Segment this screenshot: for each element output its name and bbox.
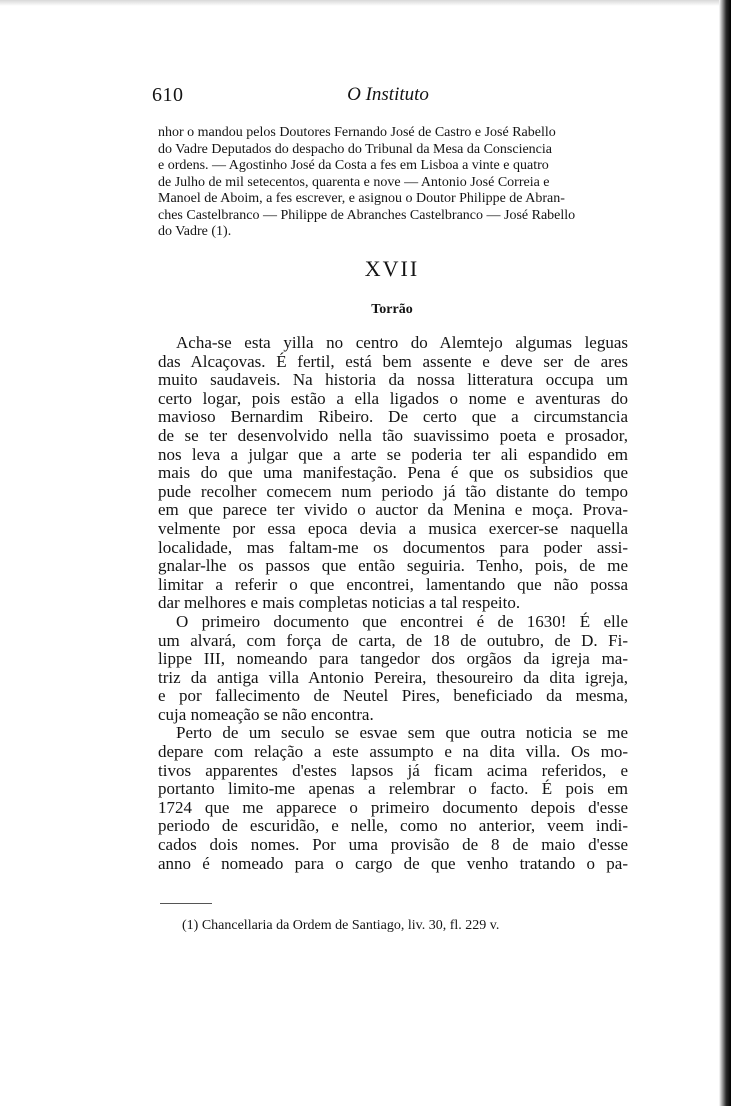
- page-header: [152, 84, 624, 112]
- paragraph-line: triz da antiga villa Antonio Pereira, thesoureiro da dita igreja,: [158, 667, 628, 687]
- paragraph-line: um alvará, com força de carta, de 18 de outubro, de D. Fi-: [158, 630, 628, 650]
- paragraph-line: Acha-se esta yilla no centro do Alemtejo algumas leguas: [176, 333, 628, 352]
- continuation-line: ches Castelbranco — Philippe de Abranches Castelbranco — José Rabello: [158, 207, 576, 223]
- paragraph-line: cados dois nomes. Por uma provisão de 8 de maio d'esse: [158, 835, 628, 855]
- paragraph-line: mavioso Bernardim Ribeiro. De certo que a circumstancia: [158, 407, 628, 427]
- body-text: [158, 334, 628, 873]
- continuation-text: [158, 125, 626, 241]
- paragraph-line: em que parece ter vivido o auctor da Menina e moça. Prova-: [158, 500, 628, 520]
- paragraph-line: O primeiro documento que encontrei é de 1630! É elle: [176, 611, 628, 631]
- paragraph-line: velmente por essa epoca devia a musica exercer-se naquella: [158, 518, 628, 538]
- paragraph-line: Perto de um seculo se esvae sem que outra noticia se me: [176, 723, 628, 743]
- continuation-line: nhor o mandou pelos Doutores Fernando José de Castro e José Rabello: [158, 125, 556, 140]
- continuation-line: de Julho de mil setecentos, quarenta e nove — Antonio José Correia e: [158, 174, 550, 190]
- continuation-line: do Vadre (1).: [158, 224, 232, 239]
- paragraph-line: lippe III, nomeando para tangedor dos orgãos da igreja ma-: [158, 649, 628, 669]
- paragraph-line: depare com relação a este assumpto e na dita villa. Os mo-: [158, 742, 628, 762]
- paragraph-line: muito saudaveis. Na historia da nossa litteratura occupa um: [158, 370, 628, 390]
- paragraph-line: 1724 que me apparece o primeiro documento depois d'esse: [158, 797, 628, 817]
- paragraph-line: nos leva a julgar que a arte se poderia ter ali espandido em: [158, 444, 628, 464]
- paragraph-line: gnalar-lhe os passos que então seguiria. Tenho, pois, de me: [158, 556, 628, 576]
- paragraph-line: certo logar, pois estão a ella ligados o nome e aventuras do: [158, 388, 628, 408]
- paragraph-line: mais do que uma manifestação. Pena é que os subsidios que: [158, 463, 628, 483]
- section-number: XVII: [364, 256, 420, 281]
- paragraph-line: cuja nomeação se não encontra.: [158, 704, 374, 724]
- paragraph-line: tivos apparentes d'estes lapsos já ficam acima referidos, e: [158, 760, 628, 780]
- page-top-edge: [0, 0, 731, 6]
- continuation-line: do Vadre Deputados do despacho do Tribunal da Mesa da Consciencia: [158, 141, 552, 157]
- footnote: (1) Chancellaria da Ordem de Santiago, liv. 30, fl. 229 v.: [182, 918, 500, 933]
- paragraph-line: dar melhores e mais completas noticias a tal respeito.: [158, 593, 521, 613]
- paragraph-line: anno é nomeado para o cargo de que venho tratando o pa-: [158, 853, 628, 873]
- paragraph-line: limitar a referir o que encontrei, lamentando que não possa: [158, 574, 628, 594]
- running-title: O Instituto: [347, 84, 429, 105]
- paragraph-line: periodo de escuridão, e nelle, como no anterior, veem indi-: [158, 816, 628, 836]
- page-binding-shadow: [719, 0, 731, 1106]
- page-number: 610: [152, 84, 184, 106]
- continuation-line: e ordens. — Agostinho José da Costa a fes em Lisboa a vinte e quatro: [158, 158, 549, 173]
- paragraph-line: de se ter desenvolvido nella tão suavissimo poeta e prosador,: [158, 425, 628, 445]
- paragraph-line: localidade, mas faltam-me os documentos para poder assi-: [158, 537, 628, 557]
- footnote-divider: [160, 903, 212, 904]
- section-title: Torrão: [371, 302, 413, 317]
- paragraph-line: e por fallecimento de Neutel Pires, beneficiado da mesma,: [158, 686, 628, 706]
- paragraph-line: portanto limito-me apenas a relembrar o facto. É pois em: [158, 779, 628, 799]
- paragraph-line: das Alcaçovas. É fertil, está bem assente e deve ser de ares: [158, 351, 628, 371]
- continuation-line: Manoel de Aboim, a fes escrever, e asignou o Doutor Philippe de Abran-: [158, 191, 565, 206]
- paragraph-line: pude recolher comecem num periodo já tão distante do tempo: [158, 481, 628, 501]
